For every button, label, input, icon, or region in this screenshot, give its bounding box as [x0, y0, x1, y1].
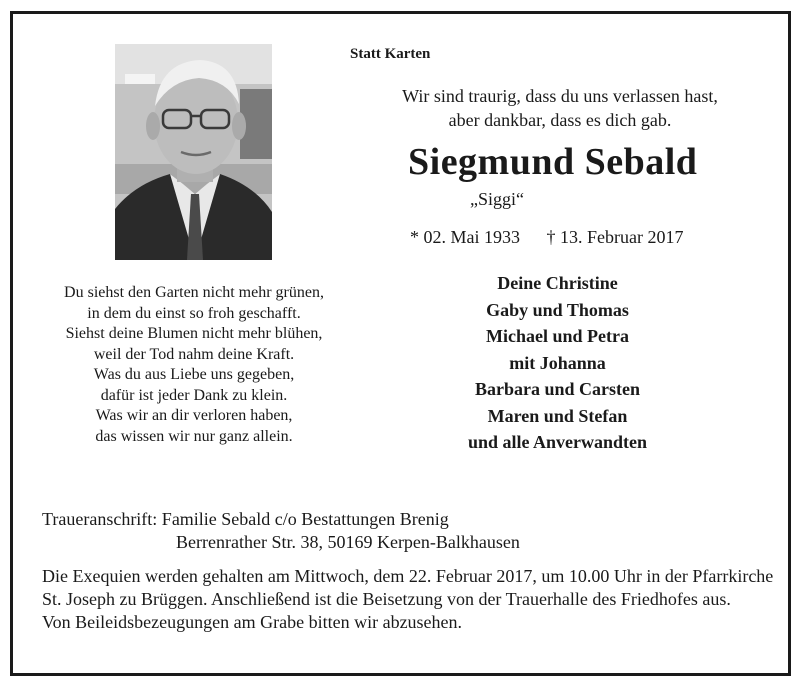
mourner-entry: mit Johanna	[509, 352, 606, 373]
mourner-entry: und alle Anverwandten	[467, 432, 648, 452]
deceased-name: Siegmund Sebald	[408, 141, 698, 183]
portrait-photo	[115, 44, 272, 260]
mourner-entry: Michael und Petra	[486, 326, 629, 346]
portrait-illustration	[115, 44, 272, 260]
address-line: Traueranschrift: Familie Sebald c/o Bestattungen Brenig	[42, 509, 449, 529]
life-dates	[410, 227, 705, 248]
mourner-entry: Deine Christine	[497, 273, 618, 293]
poem	[36, 283, 352, 447]
notice-closing: Von Beileidsbezeugungen am Grabe bitten wir abzusehen.	[42, 612, 463, 632]
notice-text: Die Exequien werden gehalten am Mittwoch, dem 22. Februar 2017, um 10.00 Uhr in der Pfarrkirche St. Joseph zu Brüggen. Anschließend ist die Beisetzung von der Trauerhalle des Friedhofes aus.	[42, 566, 774, 609]
mourners-list	[420, 270, 695, 456]
mourner-entry: Gaby und Thomas	[486, 299, 629, 320]
quote-line: aber dankbar, dass es dich gab.	[448, 110, 672, 130]
statt-karten-label: Statt Karten	[350, 46, 431, 62]
poem-line: dafür ist jeder Dank zu klein.	[100, 386, 288, 404]
poem-line: in dem du einst so froh geschafft.	[87, 304, 301, 322]
mourning-address	[42, 508, 520, 554]
poem-line: Siehst deine Blumen nicht mehr blühen,	[65, 325, 323, 342]
poem-line: Du siehst den Garten nicht mehr grünen,	[64, 284, 324, 301]
opening-quote	[380, 84, 740, 132]
poem-line: Was du aus Liebe uns gegeben,	[93, 366, 295, 383]
poem-line: Was wir an dir verloren haben,	[95, 407, 293, 424]
poem-line: das wissen wir nur ganz allein.	[95, 427, 293, 445]
deceased-nickname: „Siggi“	[470, 189, 524, 209]
birth-date: * 02. Mai 1933	[410, 227, 520, 247]
poem-line: weil der Tod nahm deine Kraft.	[93, 345, 295, 363]
quote-line: Wir sind traurig, dass du uns verlassen hast,	[402, 86, 718, 106]
mourner-entry: Barbara und Carsten	[474, 379, 640, 399]
funeral-notice	[42, 565, 777, 634]
death-date: † 13. Februar 2017	[546, 227, 684, 247]
mourner-entry: Maren und Stefan	[487, 405, 628, 426]
address-line: Berrenrather Str. 38, 50169 Kerpen-Balkhausen	[176, 532, 520, 552]
